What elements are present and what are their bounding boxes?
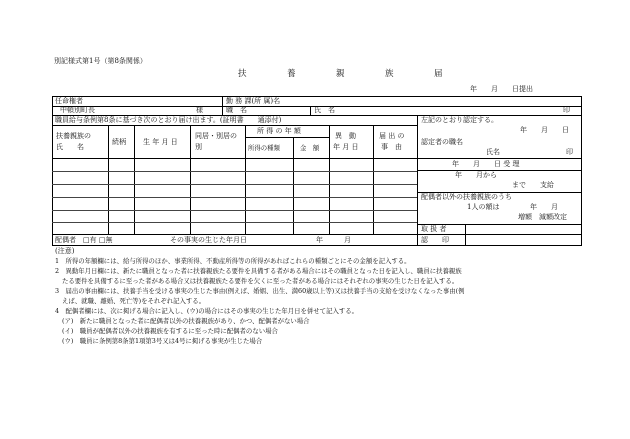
spouse-label: 配偶者 □有 □無 [55,236,113,244]
handler-seal-label: 認 印 [421,236,449,244]
payment-from: 年 月から [455,171,497,179]
notes-title: (注意) [55,247,75,255]
form-title: 扶 養 親 族 届 [238,69,459,79]
col-reason-2: 事 由 [381,143,402,151]
department-label: 勤 務 課(所 属)名 [226,97,281,105]
certification-text: 左記のとおり認定する。 [421,116,498,124]
other-dependents-count: 1人の額は [467,203,500,211]
staff-seal: 印 [563,106,570,114]
note-2: 2 異動年月日欄には、新たに職員となった者に扶養親族たる要件を具備する者がある場合にはその職員となった日を記入し、職員に扶養親族 [55,267,462,275]
col-amount: 金 額 [300,144,320,152]
col-income-type: 所得の種類 [248,144,280,152]
other-dependents-text: 配偶者以外の扶養親族のうち [421,193,512,201]
note-4-c: (ウ) 職員に条例第8条第1項第3号又は4号に掲げる事実が生じた場合 [62,337,263,345]
certifier-name: 氏名 [486,148,500,156]
certifier-seal: 印 [566,148,573,156]
col-income: 所 得 の 年 額 [257,127,301,135]
received-date: 年 月 日 受 理 [452,160,520,168]
note-2-cont: たる要件を具備するに至った者がある場合又は扶養親族たる要件を欠くに至った者がある場合にはそれぞれの事実の生じた日を記入する。 [62,277,459,285]
note-4: 4 配偶者欄には、次に掲げる場合に記入し、(ウ)の場合にはその事実の生じた年月日を併せて記入する。 [55,307,359,315]
payment-until: まで 支給 [512,181,554,189]
revision-change: 増額 減額改定 [518,213,567,221]
col-cohabit-1: 同居・別居の [195,132,237,140]
spouse-event-ym: 年 月 [316,236,351,244]
col-birth: 生 年 月 日 [143,138,178,146]
other-dependents-ym: 年 月 [530,203,558,211]
col-change-2: 年 月 日 [333,143,359,151]
appointer-name: 中頓別町長 [60,106,95,114]
note-3-cont: えば、就職、離婚、死亡等)をそれぞれ記入する。 [62,297,206,305]
col-change-1: 異 動 [335,132,356,140]
spouse-event-label: その事実の生じた年月日 [170,236,247,244]
submission-date: 年 月 日提出 [470,85,533,93]
post-label: 職 名 [226,106,247,114]
note-1: 1 所得の年額欄には、給与所得のほか、事業所得、不動産所得等の所得があればこれらの種類ごとにその金額を記入する。 [55,257,411,265]
declaration-text: 職員給与条例第8条に基づき次のとおり届け出ます。(証明書 通添付) [55,116,282,124]
appointer-honorific: 様 [196,106,203,114]
form-label: 別記様式第1号（第8条関係） [54,57,147,65]
col-reason-1: 届 出 の [379,132,405,140]
certifier-title: 認定者の職名 [421,138,463,146]
handler-label: 取 扱 者 [421,225,447,233]
note-3: 3 届出の事由欄には、扶養手当を受ける事実の生じた事由(例えば、婚姻、出生、満60歳以上等)又は扶養手当の支給を受けなくなった事由(例 [55,287,465,295]
certification-date: 年 月 日 [520,126,569,134]
col-dependent-name-2: 氏 名 [56,143,84,151]
col-relation: 続柄 [112,138,126,146]
col-dependent-name-1: 扶養親族の [56,132,91,140]
note-4-b: (イ) 職員が配偶者以外の扶養親族を有するに至った時に配偶者のない場合 [62,327,278,335]
appointer-label: 任命権者 [55,97,83,105]
note-4-a: (ア) 新たに職員となった者に配偶者以外の扶養親族があり、かつ、配偶者がない場合 [62,317,310,325]
col-cohabit-2: 別 [195,143,202,151]
staff-name-label: 氏 名 [314,106,335,114]
